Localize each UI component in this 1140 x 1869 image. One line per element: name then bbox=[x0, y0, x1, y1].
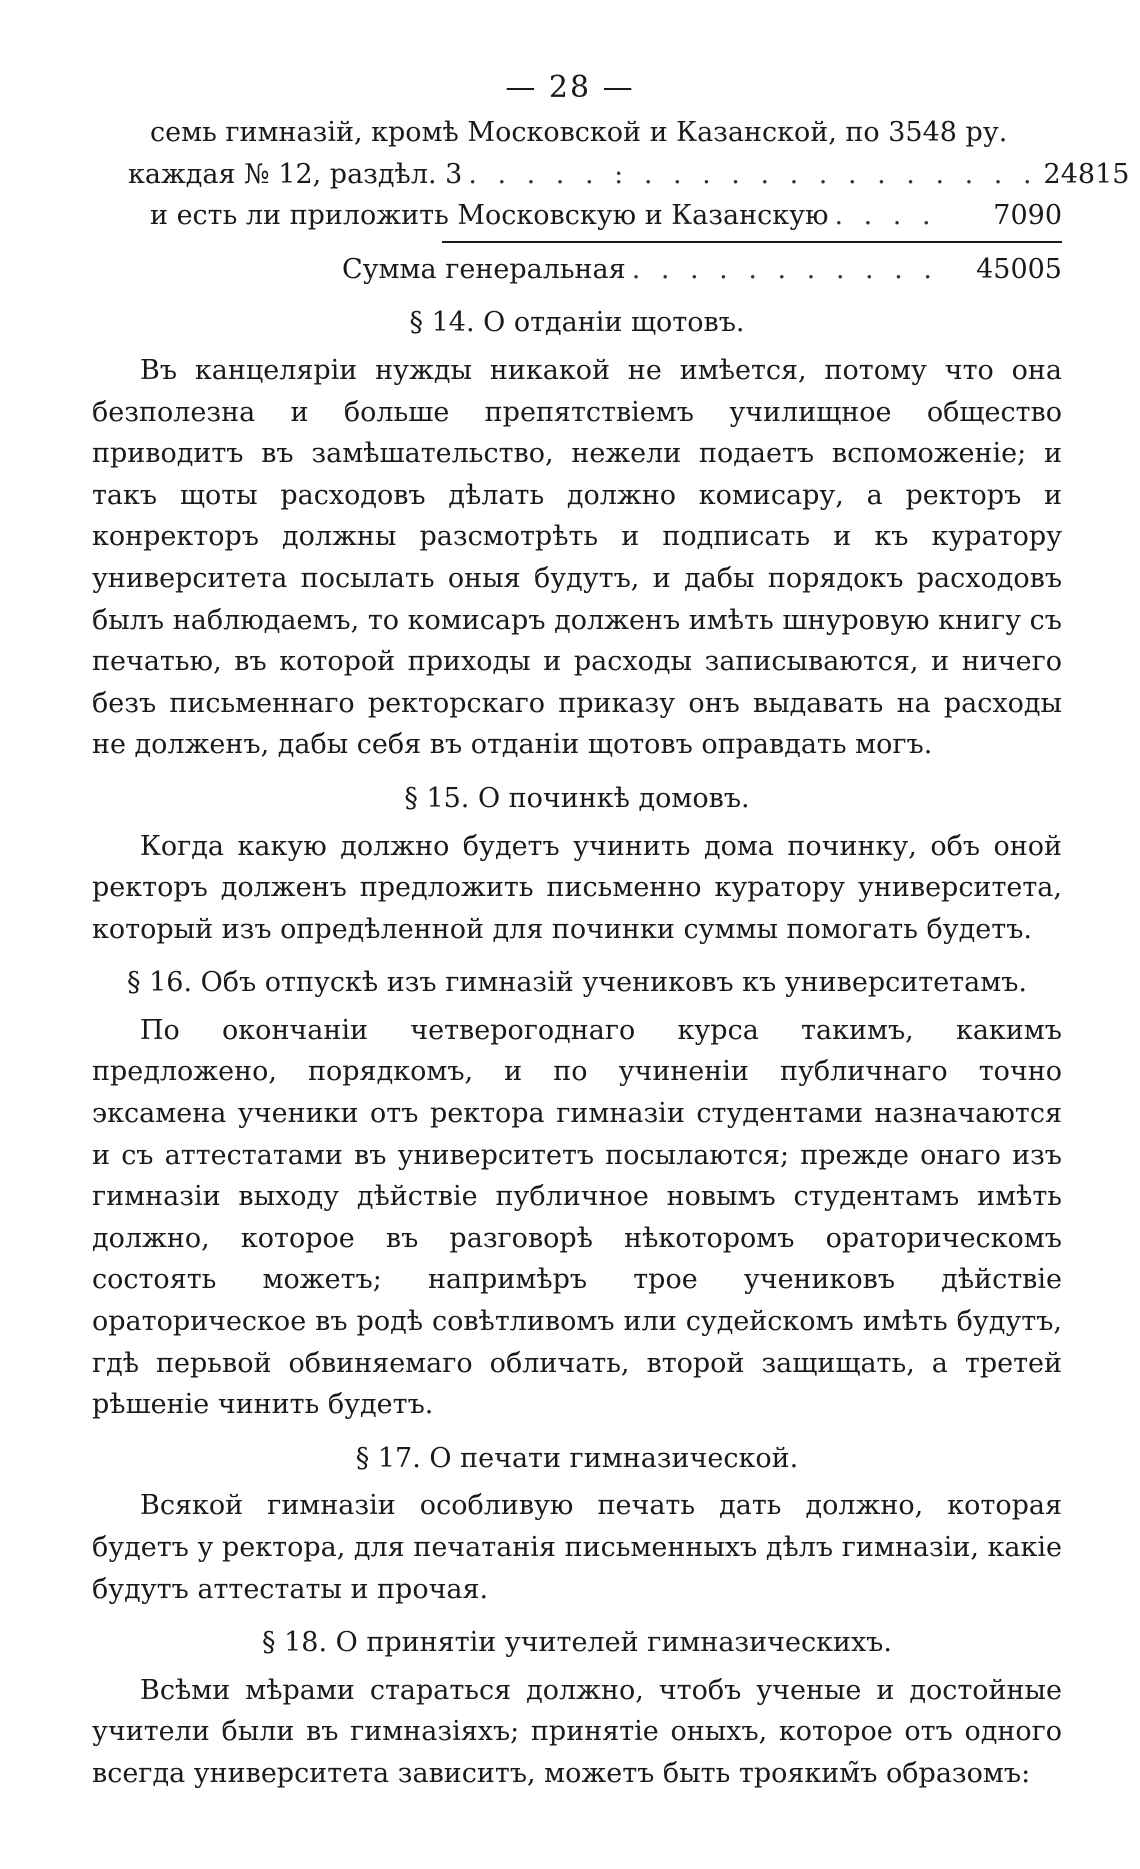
budget-total-leader: . . . . . . . . . . . bbox=[631, 253, 938, 285]
section-17-heading: § 17. О печати гимназической. bbox=[355, 1442, 799, 1474]
section-17-text: Всякой гимназіи особливую печать дать должно, которая будетъ у ректора, для печатанія письменныхъ дѣлъ гимназіи, какіе будутъ аттестаты и прочая. bbox=[92, 1490, 1062, 1605]
budget-line-3-leader: . . . . bbox=[834, 200, 937, 232]
section-16-text: По окончаніи четверогоднаго курса такимъ, какимъ предложено, порядкомъ, и по учиненіи публичнаго точно эксамена ученики отъ ректора гимназіи студентами назначаются и съ аттестатами въ университетъ посылаются; прежде онаго изъ гимназіи выходу дѣйствіе публичное новымъ студентамъ имѣть должно, которое въ разговорѣ нѣкоторомъ ораторическомъ состоять можетъ; напримѣръ трое учениковъ дѣйствіе ораторическое въ родѣ совѣтливомъ или судейскомъ имѣть будутъ, гдѣ перьвой обвиняемаго обличать, второй защищать, а третей рѣшеніе чинить будетъ. bbox=[92, 1014, 1062, 1421]
budget-block bbox=[92, 112, 1130, 1795]
sum-rule-wrap bbox=[92, 237, 1062, 249]
section-14-text: Въ канцеляріи нужды никакой не имѣется, потому что она безполезна и больше препятствіемъ училищное общество приводитъ въ замѣшательство, нежели подаетъ вспоможеніе; и такъ щоты расходовъ дѣлать должно комисару, а ректоръ и конректоръ должны разсмотрѣть и подписать и къ куратору университета посылать оныя будутъ, и дабы порядокъ расходовъ былъ наблюдаемъ, то комисаръ долженъ имѣть шнуровую книгу съ печатью, въ которой приходы и расходы записываются, и ничего безъ письменнаго ректорскаго приказу онъ выдавать на расходы не долженъ, дабы себя въ отданіи щотовъ оправдать могъ. bbox=[92, 354, 1062, 761]
budget-line-1: семь гимназій, кромѣ Московской и Казанской, по 3548 ру. bbox=[150, 117, 1008, 148]
budget-line-3-value: 7090 bbox=[993, 200, 1062, 232]
budget-line-2 bbox=[92, 154, 1130, 196]
budget-total-value: 45005 bbox=[976, 253, 1062, 285]
budget-total-label: Сумма генеральная bbox=[342, 253, 626, 285]
budget-line-2-value: 24815 bbox=[1043, 158, 1130, 190]
budget-line-3-label: и есть ли приложить Московскую и Казанскую bbox=[150, 200, 829, 232]
section-14-heading: § 14. О отданіи щотовъ. bbox=[409, 307, 745, 339]
budget-line-3 bbox=[92, 195, 1062, 237]
section-15-text: Когда какую должно будетъ учинить дома починку, объ оной ректоръ долженъ предложить письменно куратору университета, который изъ опредѣленной для починки суммы помогать будетъ. bbox=[92, 830, 1062, 945]
budget-line-2-label: каждая № 12, раздѣл. 3 bbox=[128, 158, 463, 190]
page-number: — 28 — bbox=[505, 70, 635, 105]
section-18-heading: § 18. О принятіи учителей гимназическихъ. bbox=[262, 1627, 892, 1659]
budget-line-2-leader: . . . . . : . . . . . . . . . . . . . . bbox=[468, 158, 1038, 190]
section-15-heading: § 15. О починкѣ домовъ. bbox=[404, 782, 750, 814]
section-18-text: Всѣми мѣрами стараться должно, чтобъ ученые и достойные учители были въ гимназіяхъ; принятіе оныхъ, которое отъ одного всегда университета зависитъ, можетъ быть трояким̃ъ образомъ: bbox=[92, 1674, 1062, 1789]
budget-total bbox=[92, 249, 1062, 291]
section-16-heading: § 16. Объ отпускѣ изъ гимназій учениковъ къ университетамъ. bbox=[127, 967, 1027, 999]
sum-rule bbox=[442, 241, 1062, 243]
